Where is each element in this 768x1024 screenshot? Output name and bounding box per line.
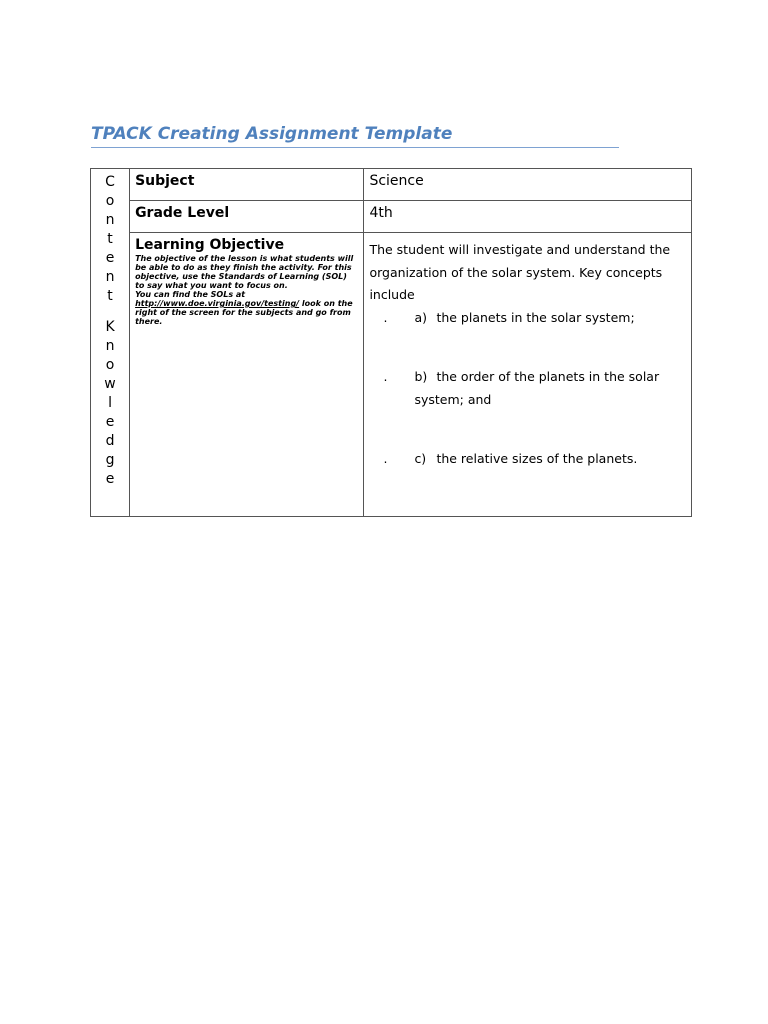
- list-item: [369, 307, 686, 330]
- list-item-text: the planets in the solar system;: [436, 309, 635, 325]
- table-row-subject: [91, 169, 692, 201]
- list-item-text: the relative sizes of the planets.: [436, 451, 638, 466]
- table-row-grade-level: [91, 201, 692, 233]
- subject-value: Science: [364, 169, 692, 201]
- document-title: TPACK Creating Assignment Template: [91, 124, 619, 148]
- side-letter: n: [105, 269, 115, 285]
- list-item: [369, 448, 686, 471]
- side-letter: e: [105, 250, 115, 266]
- tpack-table: [90, 168, 692, 517]
- side-letter: t: [107, 288, 113, 304]
- list-marker: b): [414, 369, 428, 384]
- objective-note-text: The objective of the lesson is what students will be able to do as they finish the activity. For this objective, use the Standards of Learning (SOL) to say what you want to focus on.: [135, 254, 354, 290]
- list-marker: c): [414, 451, 427, 466]
- side-letter: n: [105, 338, 115, 354]
- sol-link[interactable]: http://www.doe.virginia.gov/testing/: [135, 299, 300, 308]
- side-letter: t: [107, 231, 113, 247]
- objective-note-direction: look on the right of the screen for the subjects and go from there.: [135, 299, 353, 326]
- side-letter: o: [105, 193, 115, 209]
- side-letter: d: [105, 433, 115, 449]
- table-row-learning-objective: [91, 233, 692, 517]
- side-letter: n: [105, 212, 115, 228]
- list-bullet: .: [383, 451, 388, 466]
- content-knowledge-side-label: [91, 169, 130, 517]
- list-bullet: .: [383, 309, 388, 325]
- side-gap: [91, 306, 129, 318]
- grade-level-label: Grade Level: [130, 201, 364, 233]
- objective-list: [369, 307, 686, 471]
- learning-objective-value: [364, 233, 692, 517]
- learning-objective-label: Learning Objective: [135, 237, 285, 253]
- objective-intro: The student will investigate and understand the organization of the solar system. Key concepts include: [369, 242, 671, 302]
- side-letter: l: [108, 395, 112, 411]
- side-letter: C: [105, 174, 115, 190]
- list-bullet: .: [383, 369, 388, 384]
- list-item: [369, 366, 686, 411]
- list-marker: a): [414, 309, 427, 325]
- learning-objective-cell: [130, 233, 364, 517]
- side-letter: K: [105, 319, 115, 335]
- side-letter: e: [105, 471, 115, 487]
- objective-instructions: [135, 254, 358, 326]
- objective-note-sol: You can find the SOLs at: [135, 290, 246, 299]
- side-letter: e: [105, 414, 115, 430]
- list-item-text: the order of the planets in the solar system; and: [414, 369, 660, 407]
- side-letter: w: [104, 376, 116, 392]
- grade-level-value: 4th: [364, 201, 692, 233]
- subject-label: Subject: [130, 169, 364, 201]
- side-letter: g: [105, 452, 115, 468]
- side-letter: o: [105, 357, 115, 373]
